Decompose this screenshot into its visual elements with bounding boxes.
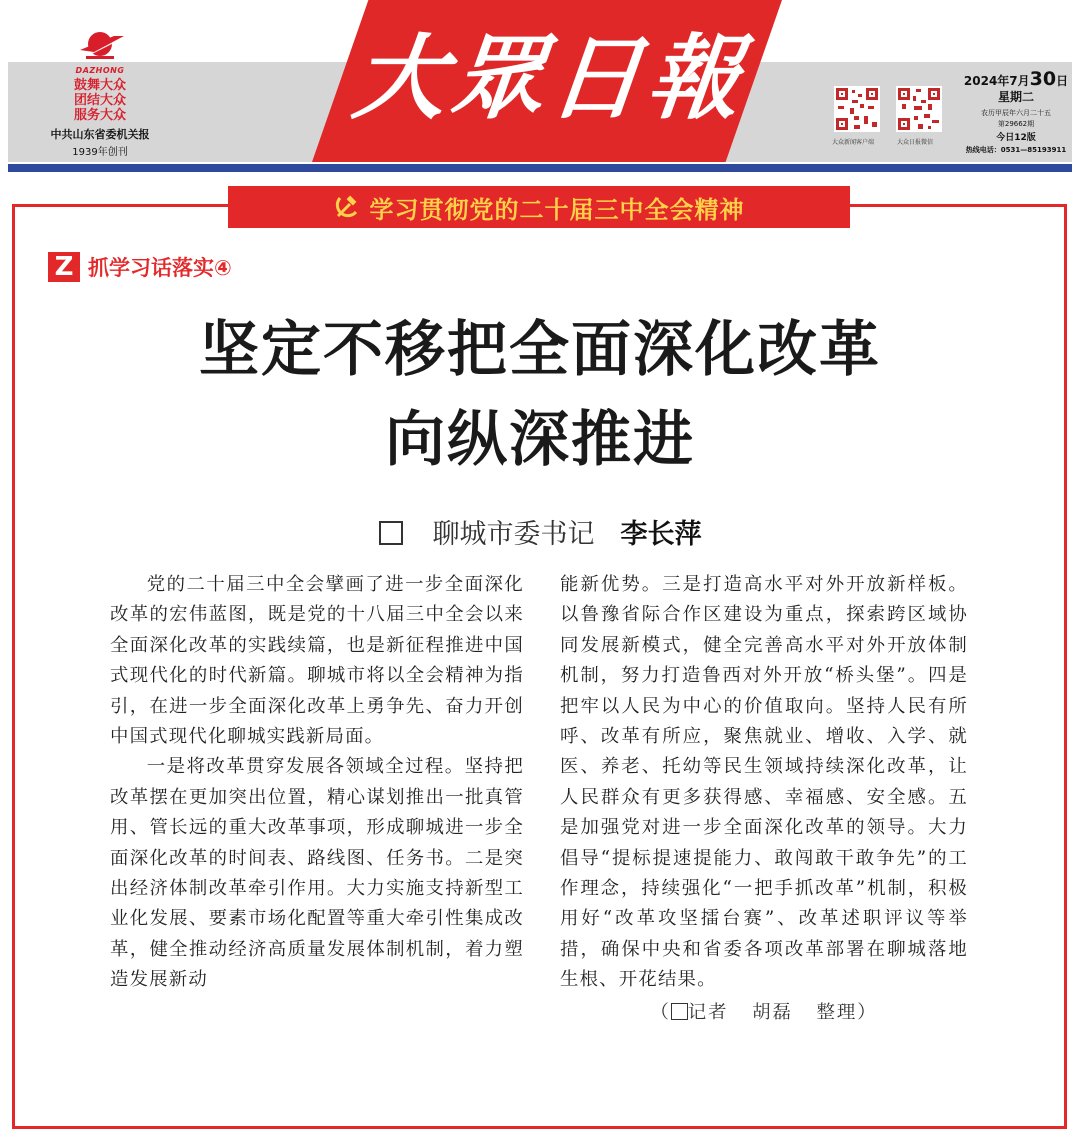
date-prefix: 2024年7月 (963, 74, 1030, 88)
slogan-line-1: 鼓舞大众 (73, 78, 126, 93)
column-tag (48, 252, 232, 282)
topic-banner (228, 186, 850, 228)
qr-code-icon[interactable] (896, 86, 942, 132)
signature-name: 胡磊 (752, 1001, 793, 1023)
date-day: 30 (1029, 68, 1057, 90)
editor-signature (560, 998, 968, 1028)
qr-label-app: 大众新闻客户端 (832, 139, 875, 146)
masthead-date-block (962, 68, 1070, 155)
paragraph: 一是将改革贯穿发展各领域全过程。坚持把改革摆在更加突出位置，精心谋划推出一批真管用、管长远的重大改革事项，形成聊城进一步全面深化改革的时间表、路线图、任务书。二是突出经济体制改革牵引作用。大力实施支持新型工业化发展、要素市场化配置等重大牵引性集成改革，健全推动经济高质量发展体制机制，着力塑造发展新动 (110, 756, 524, 991)
weekday: 星期二 (997, 90, 1034, 104)
logo-brand-text: DAZHONG (75, 66, 125, 75)
signature-action: 整理 (816, 1001, 858, 1023)
date-suffix: 日 (1056, 74, 1069, 88)
issue-number: 第29662期 (997, 120, 1035, 128)
hammer-sickle-icon (334, 194, 360, 220)
banner-text: 学习贯彻党的二十届三中全会精神 (369, 195, 745, 224)
masthead-left-block (20, 30, 180, 158)
dazhong-logo-icon (70, 30, 130, 64)
paragraph: 能新优势。三是打造高水平对外开放新样板。以鲁豫省际合作区建设为重点，探索跨区域协同发展新模式，健全完善高水平对外开放体制机制，努力打造鲁西对外开放“桥头堡”。四是把牢以人民为中心的价值取向。坚持人民有所呼、改革有所应，聚焦就业、增收、入学、就医、养老、托幼等民生领域持续深化改革，让人民群众有更多获得感、幸福感、安全感。五是加强党对进一步全面深化改革的领导。大力倡导“提标提速提能力、敢闯敢干敢争先”的工作理念，持续强化“一把手抓改革”机制，积极用好“改革攻坚擂台赛”、改革述职评议等举措，确保中央和省委各项改革部署在聊城落地生根、开花结果。 (560, 574, 968, 991)
body-column-left (110, 570, 524, 996)
paragraph: 党的二十届三中全会擘画了进一步全面深化改革的宏伟蓝图，既是党的十八届三中全会以来全面深化改革的实践续篇，也是新征程推进中国式现代化的时代新篇。聊城市将以全会精神为指引，在进一步全面深化改革上勇争先、奋力开创中国式现代化聊城实践新局面。 (110, 574, 524, 748)
signature-open: （ (650, 1001, 671, 1023)
slogan-line-3: 服务大众 (73, 108, 126, 123)
masthead (0, 0, 1080, 175)
paper-name: 大眾日報 (348, 24, 752, 132)
qr-code-icon[interactable] (834, 86, 880, 132)
byline-box-icon (379, 521, 403, 545)
column-title: 抓学习话落实④ (88, 256, 232, 280)
issue-date (962, 68, 1070, 90)
headline-line-2: 向纵深推进 (385, 405, 695, 475)
lunar-date: 农历甲辰年六月二十五 (981, 109, 1051, 117)
signature-close: ） (857, 1001, 878, 1023)
signature-role: 记者 (687, 1001, 729, 1023)
hotline: 热线电话：0531—85193911 (965, 146, 1067, 154)
qr-label-wechat: 大众日报微信 (897, 139, 934, 146)
author-name: 李长萍 (620, 519, 702, 550)
headline (60, 305, 1020, 485)
masthead-blue-rule (8, 164, 1072, 172)
body-column-right (560, 570, 968, 1028)
page-count: 今日12版 (996, 133, 1036, 143)
signature-box-icon (671, 1003, 688, 1020)
slogan-line-2: 团结大众 (73, 93, 126, 108)
headline-line-1: 坚定不移把全面深化改革 (199, 315, 881, 385)
z-column-logo-icon: Z (48, 252, 80, 282)
author-role: 聊城市委书记 (432, 519, 595, 550)
founded-year: 1939年创刊 (72, 147, 128, 158)
organization: 中共山东省委机关报 (50, 128, 150, 141)
byline (0, 512, 1080, 551)
